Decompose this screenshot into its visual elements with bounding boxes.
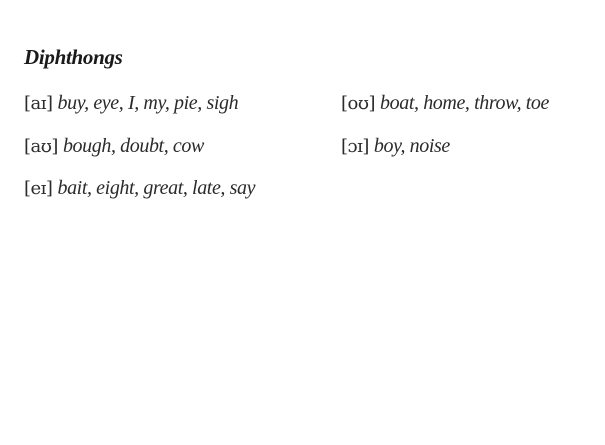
example-words: bough, doubt, cow (62, 135, 204, 157)
example-words: boat, home, throw, toe (380, 92, 550, 114)
example-words: bait, eight, great, late, say (57, 177, 256, 199)
example-words: buy, eye, I, my, pie, sigh (57, 92, 239, 114)
diphthong-entry-ei (24, 173, 255, 216)
section-heading: Diphthongs (24, 45, 123, 69)
diphthong-column-right (341, 88, 549, 173)
ipa-symbol: [aʊ] (24, 136, 58, 157)
ipa-symbol: [oʊ] (341, 93, 376, 114)
diphthong-entry-au (24, 131, 255, 173)
diphthong-column-left (24, 88, 255, 216)
ipa-symbol: [aɪ] (24, 93, 53, 114)
diphthong-entry-ai (24, 88, 255, 131)
diphthong-entry-ou (341, 88, 549, 131)
diphthong-entry-oi (341, 131, 549, 173)
ipa-symbol: [ɔɪ] (341, 136, 369, 157)
example-words: boy, noise (373, 135, 450, 157)
ipa-symbol: [eɪ] (24, 178, 53, 199)
